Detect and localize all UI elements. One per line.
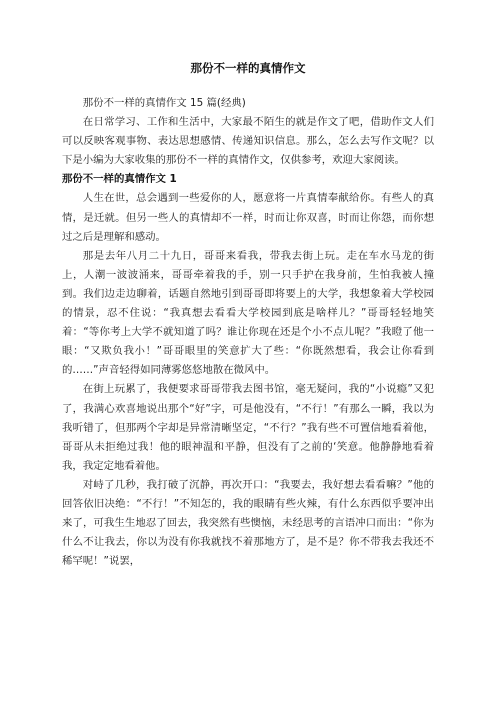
- document-page: [62, 60, 434, 571]
- body-paragraph-3: 在街上玩累了，我便要求哥哥带我去图书馆，毫无疑问，我的“小说瘾”又犯了，我满心欢喜地说出那个“好”字，可是他没有，“不行！”有那么一瞬，我以为我听错了，但那两个字却是异常清晰坚定，“不行？”我有些不可置信地看着他，哥哥从未拒绝过我！他的眼神温和平静，但没有了之前的‘笑意。他静静地看着我，我定定地看着他。: [62, 383, 434, 472]
- body-paragraph-2: 那是去年八月二十九日，哥哥来看我，带我去街上玩。走在车水马龙的街上，人潮一波波涌来，哥哥牵着我的手，别一只手护在我身前，生怕我被人撞到。我们边走边聊着，话题自然地引到哥哥即将要上的大学，我想象着大学校园的情景，忍不住说：“我真想去看看大学校园到底是啥样儿？”哥哥轻轻地笑着：“等你考上大学不就知道了吗？谁让你现在还是个小不点儿呢？”我瞪了他一眼：“又欺负我小！”哥哥眼里的笑意扩大了些：“你既然想看，我会让你看到的……”声音轻得如同薄雾悠悠地散在微风中。: [62, 249, 434, 377]
- body-paragraph-1: 人生在世，总会遇到一些爱你的人，愿意将一片真情奉献给你。有些人的真情，是迁就。但另一些人的真情却不一样，时而让你双喜，时而让你怨，而你想过之后是理解和感动。: [62, 192, 434, 243]
- section-heading: 那份不一样的真情作文 1: [62, 173, 177, 186]
- document-title: 那份不一样的真情作文: [190, 61, 306, 75]
- body-paragraph-4: 对峙了几秒，我打破了沉静，再次开口：“我要去，我好想去看看嘛？”他的回答依旧决绝：“不行！”不知怎的，我的眼睛有些火辣，有什么东西似乎要冲出来了，可我生生地忍了回去，我突然有些懊恼，未经思考的言语冲口而出：“你为什么不让我去，你以为没有你我就找不着那地方了，是不是？你不带我去我还不稀罕呢！”说罢，: [62, 478, 434, 568]
- intro-paragraph: 在日常学习、工作和生活中，大家最不陌生的就是作文了吧，借助作文人们可以反映客观事物、表达思想感情、传递知识信息。那么，怎么去写作文呢？以下是小编为大家收集的那份不一样的真情作文，仅供参考，欢迎大家阅读。: [62, 116, 434, 167]
- intro-subtitle: 那份不一样的真情作文 15 篇(经典): [82, 97, 246, 109]
